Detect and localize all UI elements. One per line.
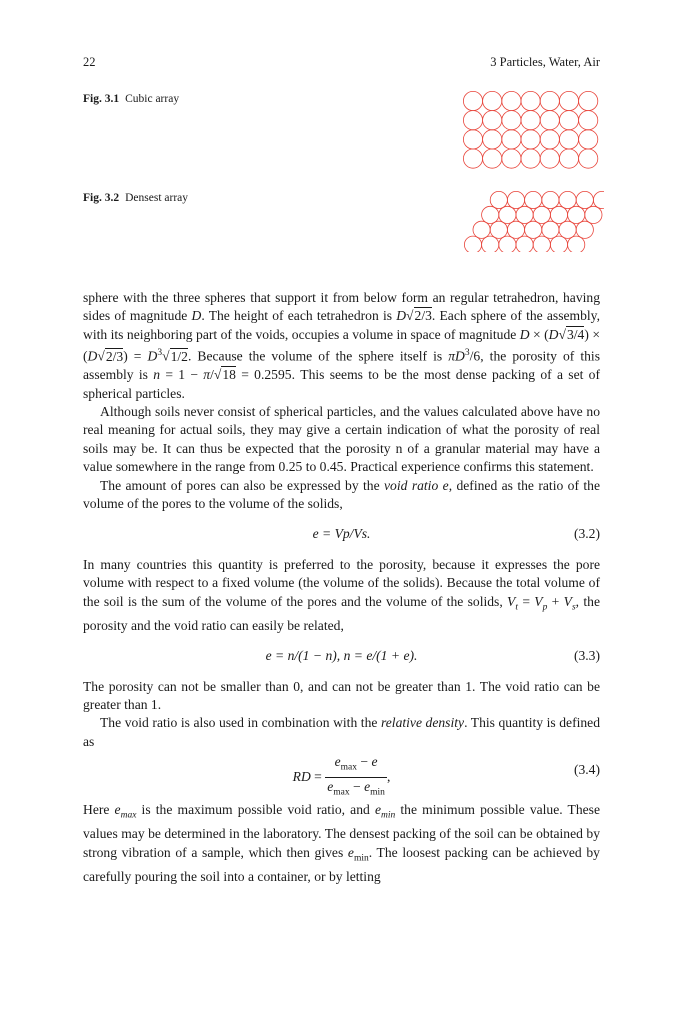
- sphere-circle: [585, 206, 602, 223]
- paragraph: The porosity can not be smaller than 0, and can not be greater than 1. The void ratio can be greater than 1.: [83, 678, 600, 712]
- sphere-circle: [502, 130, 521, 149]
- sphere-circle: [463, 149, 482, 168]
- sphere-circle: [463, 111, 482, 130]
- sphere-circle: [559, 91, 578, 110]
- paragraph: Although soils never consist of spherical particles, and the values calculated above have no real meaning for actual soils, they may give a certain indication of what the porosity of real soils may be. It can thus be expected that the porosity n of a granular material may have a value somewhere in the range from 0.25 to 0.45. Practical experience confirms this statement.: [83, 403, 600, 475]
- sphere-circle: [579, 149, 598, 168]
- sphere-circle: [550, 206, 567, 223]
- figure-label: Fig. 3.1: [83, 93, 120, 105]
- figure-caption: [83, 192, 188, 204]
- equation-number: (3.2): [573, 526, 600, 542]
- sphere-circle: [499, 236, 516, 252]
- sphere-circle: [559, 191, 576, 208]
- sphere-circle: [525, 191, 542, 208]
- sphere-circle: [490, 221, 507, 238]
- sphere-circle: [559, 149, 578, 168]
- figure-label: Fig. 3.2: [83, 192, 120, 204]
- sphere-circle: [516, 206, 533, 223]
- figure-caption-text: Densest array: [125, 192, 189, 204]
- sphere-circle: [540, 111, 559, 130]
- paragraph: sphere with the three spheres that support it from below form an regular tetrahedron, having sides of magnitude D. The height of each tetrahedron is D√2/3. Each sphere of the assembly, with its neighboring part of the voids, occupies a volume in space of magnitude $D \times (D√3/4) \times (D√2/3) = D^3√1/2$. Because the volume of the sphere itself is $\pi D^3/6$, the porosity of this assembly is n = 1 − π/√18 = 0.2595. This seems to be the most dense packing of a set of spherical particles.: [83, 290, 600, 401]
- sphere-circle: [533, 236, 550, 252]
- equation-3-3: e = n/(1 − n), n = e/(1 + e). (3.3): [83, 647, 600, 665]
- sphere-circle: [593, 191, 604, 208]
- sphere-circle: [516, 236, 533, 252]
- sphere-circle: [542, 191, 559, 208]
- paragraph: Here $e_{max}$ is the maximum possible void ratio, and $e_{min}$ the minimum possible value. These values may be determined in the laboratory. The densest packing of the soil can be obtained by strong vibration of a sample, which then gives $e_{min}$. The loosest packing can be achieved by carefully pouring the soil into a container, or by letting: [83, 802, 600, 884]
- sphere-circle: [502, 111, 521, 130]
- sphere-circle: [559, 111, 578, 130]
- sphere-circle: [483, 149, 502, 168]
- sphere-circle: [483, 130, 502, 149]
- sphere-circle: [559, 130, 578, 149]
- sphere-circle: [502, 149, 521, 168]
- sphere-circle: [550, 236, 567, 252]
- sphere-circle: [540, 149, 559, 168]
- sphere-circle: [483, 91, 502, 110]
- sphere-circle: [521, 130, 540, 149]
- sphere-circle: [579, 91, 598, 110]
- sphere-circle: [507, 191, 524, 208]
- paragraph: In many countries this quantity is preferred to the porosity, because it expresses the pore volume with respect to a fixed volume (the volume of the solids). Because the total volume of the soil is the sum of the volume of the pores and the volume of the solids, $V_t = V_p + V_s$, the porosity and the void ratio can easily be related,: [83, 556, 600, 633]
- sphere-circle: [521, 91, 540, 110]
- sphere-circle: [540, 130, 559, 149]
- sphere-circle: [533, 206, 550, 223]
- sphere-circle: [502, 91, 521, 110]
- sphere-circle: [559, 221, 576, 238]
- cubic-array-figure: [463, 91, 603, 171]
- sphere-circle: [521, 149, 540, 168]
- sphere-circle: [568, 206, 585, 223]
- densest-array-figure: [464, 190, 604, 252]
- sphere-circle: [482, 236, 499, 252]
- sphere-circle: [568, 236, 585, 252]
- sphere-circle: [464, 236, 481, 252]
- figure-caption-text: Cubic array: [125, 93, 180, 105]
- sphere-circle: [490, 191, 507, 208]
- body-text: [83, 289, 600, 886]
- sphere-circle: [463, 91, 482, 110]
- sphere-circle: [483, 111, 502, 130]
- equation-3-4: RD = $\frac{e_{max} - e}{e_{max} - e_{min}}$ , (3.4): [292, 754, 600, 798]
- sphere-circle: [579, 130, 598, 149]
- figure-caption: [83, 93, 179, 105]
- sphere-circle: [473, 221, 490, 238]
- sphere-circle: [542, 221, 559, 238]
- equation-3-2: e = Vp/Vs. (3.2): [83, 525, 600, 543]
- sphere-circle: [521, 111, 540, 130]
- running-head: 3 Particles, Water, Air: [490, 55, 600, 69]
- sphere-circle: [507, 221, 524, 238]
- sphere-circle: [576, 191, 593, 208]
- equation-number: (3.3): [573, 648, 600, 664]
- sphere-circle: [525, 221, 542, 238]
- sphere-circle: [499, 206, 516, 223]
- sphere-circle: [540, 91, 559, 110]
- sphere-circle: [576, 221, 593, 238]
- page-number: 22: [83, 55, 96, 69]
- sphere-circle: [579, 111, 598, 130]
- equation-number: (3.4): [573, 762, 600, 778]
- paragraph: The amount of pores can also be expressed by the void ratio e, defined as the ratio of the volume of the pores to the volume of the solids,: [83, 477, 600, 511]
- paragraph: The void ratio is also used in combination with the relative density. This quantity is defined as: [83, 715, 600, 749]
- sphere-circle: [463, 130, 482, 149]
- sphere-circle: [482, 206, 499, 223]
